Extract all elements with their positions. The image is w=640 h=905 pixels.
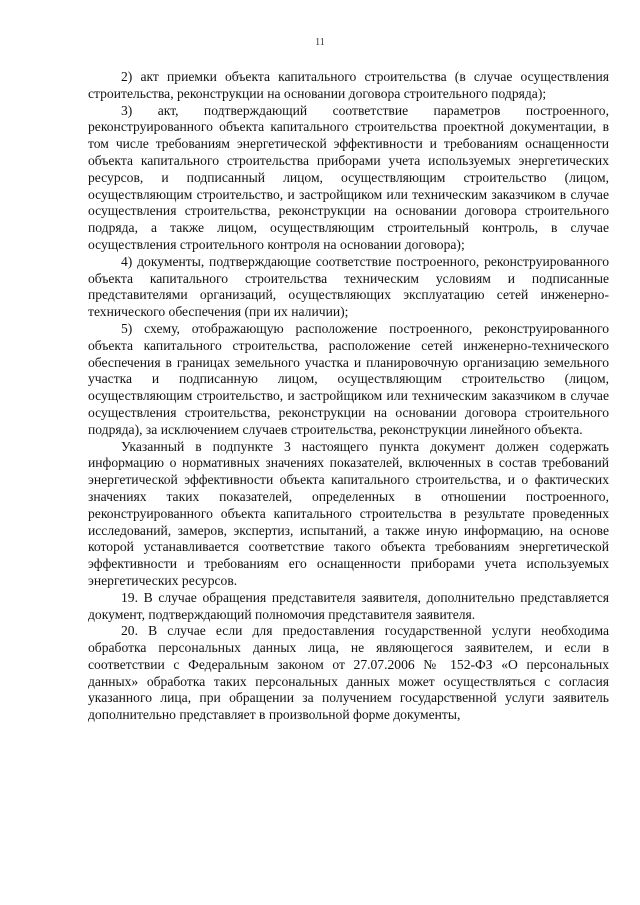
paragraph-item-5-scheme: 5) схему, отображающую расположение построенного, реконструированного объекта капитального строительства, расположение сетей инженерно-технического обеспечения в границах земельного участка и планировочную организацию земельного участка и подписанную лицом, осуществляющим строительство (лицом, осуществляющим строительство, и застройщиком или техническим заказчиком в случае осуществления строительства, реконструкции на основании договора строительного подряда), за исключением случаев строительства, реконструкции линейного объекта. xyxy=(88,320,609,437)
paragraph-item-4-documents: 4) документы, подтверждающие соответствие построенного, реконструированного объекта капитального строительства техническим условиям и подписанные представителями организаций, осуществляющих эксплуатацию сетей инженерно-технического обеспечения (при их наличии); xyxy=(88,253,609,320)
page-number: 11 xyxy=(315,37,325,48)
document-body xyxy=(88,69,609,724)
paragraph-item-2-act-acceptance: 2) акт приемки объекта капитального строительства (в случае осуществления строительства, реконструкции на основании договора строительного подряда); xyxy=(88,69,609,101)
paragraph-clause-19: 19. В случае обращения представителя заявителя, дополнительно представляется документ, подтверждающий полномочия представителя заявителя. xyxy=(88,589,609,622)
paragraph-item-3-act-compliance: 3) акт, подтверждающий соответствие параметров построенного, реконструированного объекта капитального строительства проектной документации, в том числе требованиям энергетической эффективности и требованиям оснащенности объекта капитального строительства приборами учета используемых энергетических ресурсов, и подписанный лицом, осуществляющим строительство (лицом, осуществляющим строительство, и застройщиком или техническим заказчиком в случае осуществления строительства, реконструкции на основании договора строительного подряда, а также лицом, осуществляющим строительный контроль, в случае осуществления строительного контроля на основании договора); xyxy=(88,102,609,252)
paragraph-document-content-requirements: Указанный в подпункте 3 настоящего пункта документ должен содержать информацию о нормативных значениях показателей, включенных в состав требований энергетической эффективности объекта капитального строительства, и о фактических значениях таких показателей, определенных в отношении построенного, реконструированного объекта капитального строительства в результате проведенных исследований, замеров, экспертиз, испытаний, а также иную информацию, на основе которой устанавливается соответствие такого объекта требованиям энергетической эффективности и требованиям его оснащенности приборами учета используемых энергетических ресурсов. xyxy=(88,438,609,588)
paragraph-clause-20: 20. В случае если для предоставления государственной услуги необходима обработка персональных данных лица, не являющегося заявителем, и если в соответствии с Федеральным законом от 27.07.2006 № 152-ФЗ «О персональных данных» обработка таких персональных данных может осуществляться с согласия указанного лица, при обращении за получением государственной услуги заявитель дополнительно представляет в произвольной форме документы, xyxy=(88,623,609,723)
